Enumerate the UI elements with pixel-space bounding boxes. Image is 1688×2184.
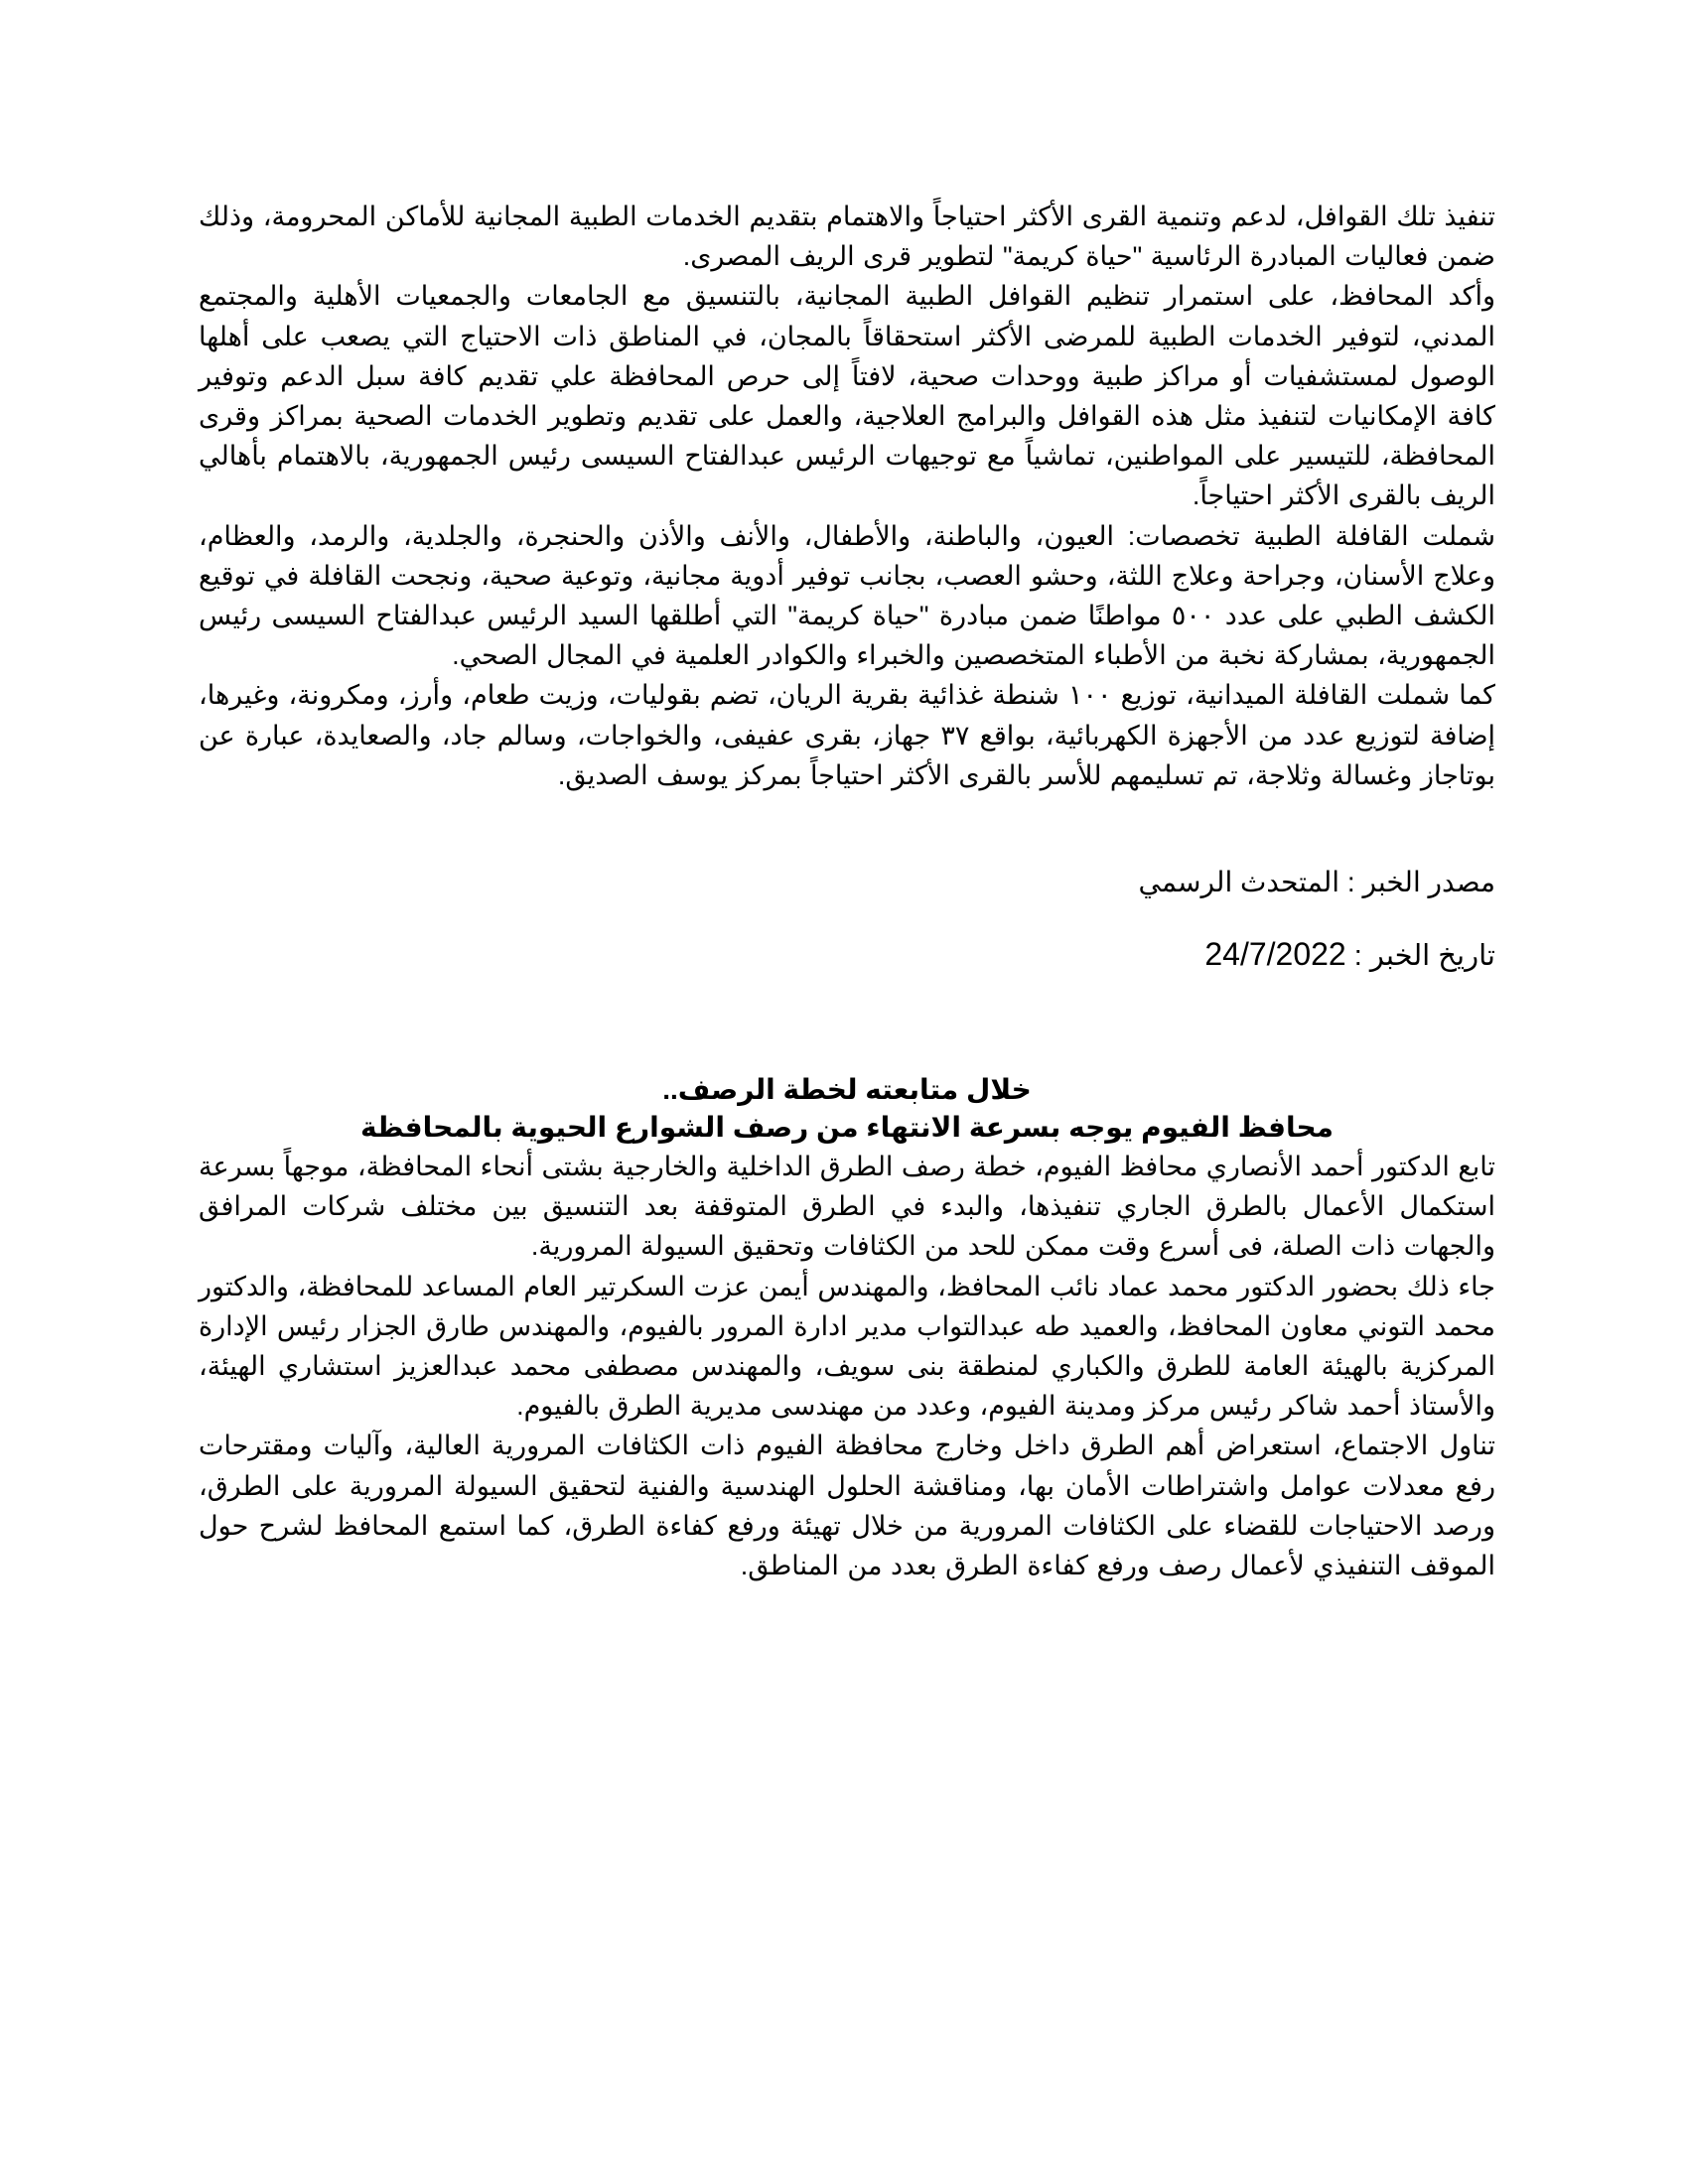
- separator: :: [1339, 867, 1363, 898]
- body-paragraph: وأكد المحافظ، على استمرار تنظيم القوافل الطبية المجانية، بالتنسيق مع الجامعات والجمعيات الأهلية والمجتمع المدني، لتوفير الخدمات الطبية للمرضى الأكثر استحقاقاً بالمجان، في المناطق ذات الاحتياج التي يصعب على أهلها الوصول لمستشفيات أو مراكز طبية ووحدات صحية، لافتاً إلى حرص المحافظة علي تقديم كافة سبل الدعم وتوفير كافة الإمكانيات لتنفيذ مثل هذه القوافل والبرامج العلاجية، والعمل على تقديم وتطوير الخدمات الصحية بمراكز وقرى المحافظة، للتيسير على المواطنين، تماشياً مع توجيهات الرئيس عبدالفتاح السيسى رئيس الجمهورية، بالاهتمام بأهالي الريف بالقرى الأكثر احتياجاً.: [199, 281, 1495, 511]
- separator: :: [1345, 940, 1370, 973]
- news-source-label: مصدر الخبر: [1362, 867, 1495, 898]
- body-paragraph: تابع الدكتور أحمد الأنصاري محافظ الفيوم، خطة رصف الطرق الداخلية والخارجية بشتى أنحاء المحافظة، موجهاً بسرعة استكمال الأعمال بالطرق الجاري تنفيذها، والبدء في الطرق المتوقفة بعد التنسيق بين مختلف شركات المرافق والجهات ذات الصلة، فى أسرع وقت ممكن للحد من الكثافات وتحقيق السيولة المرورية.: [199, 1152, 1495, 1262]
- news-date-label: تاريخ الخبر: [1369, 940, 1495, 973]
- body-paragraph: تناول الاجتماع، استعراض أهم الطرق داخل وخارج محافظة الفيوم ذات الكثافات المرورية العالية، وآليات ومقترحات رفع معدلات عوامل واشتراطات الأمان بها، ومناقشة الحلول الهندسية والفنية لتحقيق السيولة المرورية على الطرق، ورصد الاحتياجات للقضاء على الكثافات المرورية من خلال تهيئة ورفع كفاءة الطرق، كما استمع المحافظ لشرح حول الموقف التنفيذي لأعمال رصف ورفع كفاءة الطرق بعدد من المناطق.: [199, 1431, 1495, 1581]
- document-page: [199, 197, 1495, 1585]
- body-paragraph: شملت القافلة الطبية تخصصات: العيون، والباطنة، والأطفال، والأنف والأذن والحنجرة، والجلدية، والرمد، والعظام، وعلاج الأسنان، وجراحة وعلاج اللثة، وحشو العصب، بجانب توفير أدوية مجانية، وتوعية صحية، ونجحت القافلة في توقيع الكشف الطبي على عدد ٥٠٠ مواطنًا ضمن مبادرة "حياة كريمة" التي أطلقها السيد الرئيس عبدالفتاح السيسى رئيس الجمهورية، بمشاركة نخبة من الأطباء المتخصصين والخبراء والكوادر العلمية في المجال الصحي.: [199, 520, 1495, 671]
- article-kicker: خلال متابعته لخطة الرصف..: [662, 1074, 1032, 1106]
- article-headline: محافظ الفيوم يوجه بسرعة الانتهاء من رصف الشوارع الحيوية بالمحافظة: [359, 1112, 1334, 1144]
- body-paragraph: كما شملت القافلة الميدانية، توزيع ١٠٠ شنطة غذائية بقرية الريان، تضم بقوليات، وزيت طعام، وأرز، ومكرونة، وغيرها، إضافة لتوزيع عدد من الأجهزة الكهربائية، بواقع ٣٧ جهاز، بقرى عفيفى، والخواجات، وسالم جاد، والصعايدة، عبارة عن بوتاجاز وغسالة وثلاجة، تم تسليمهم للأسر بالقرى الأكثر احتياجاً بمركز يوسف الصديق.: [199, 680, 1496, 790]
- article-road-paving: [199, 1071, 1495, 1585]
- body-paragraph: جاء ذلك بحضور الدكتور محمد عماد نائب المحافظ، والمهندس أيمن عزت السكرتير العام المساعد للمحافظة، والدكتور محمد التوني معاون المحافظ، والعميد طه عبدالتواب مدير ادارة المرور بالفيوم، والمهندس طارق الجزار رئيس الإدارة المركزية بالهيئة العامة للطرق والكباري لمنطقة بنى سويف، والمهندس مصطفى محمد عبدالعزيز استشاري الهيئة، والأستاذ أحمد شاكر رئيس مركز ومدينة الفيوم، وعدد من مهندسى مديرية الطرق بالفيوم.: [199, 1271, 1495, 1422]
- news-meta: [199, 863, 1495, 976]
- body-paragraph: تنفيذ تلك القوافل، لدعم وتنمية القرى الأكثر احتياجاً والاهتمام بتقديم الخدمات الطبية المجانية للأماكن المحرومة، وذلك ضمن فعاليات المبادرة الرئاسية "حياة كريمة" لتطوير قرى الريف المصرى.: [199, 202, 1495, 272]
- news-source-value: المتحدث الرسمي: [1138, 867, 1340, 898]
- article-medical-convoy: [199, 197, 1495, 976]
- news-date: [199, 934, 1495, 976]
- headline-block: [199, 1071, 1495, 1147]
- news-date-value: 24/7/2022: [1204, 936, 1346, 973]
- news-source: [199, 863, 1495, 902]
